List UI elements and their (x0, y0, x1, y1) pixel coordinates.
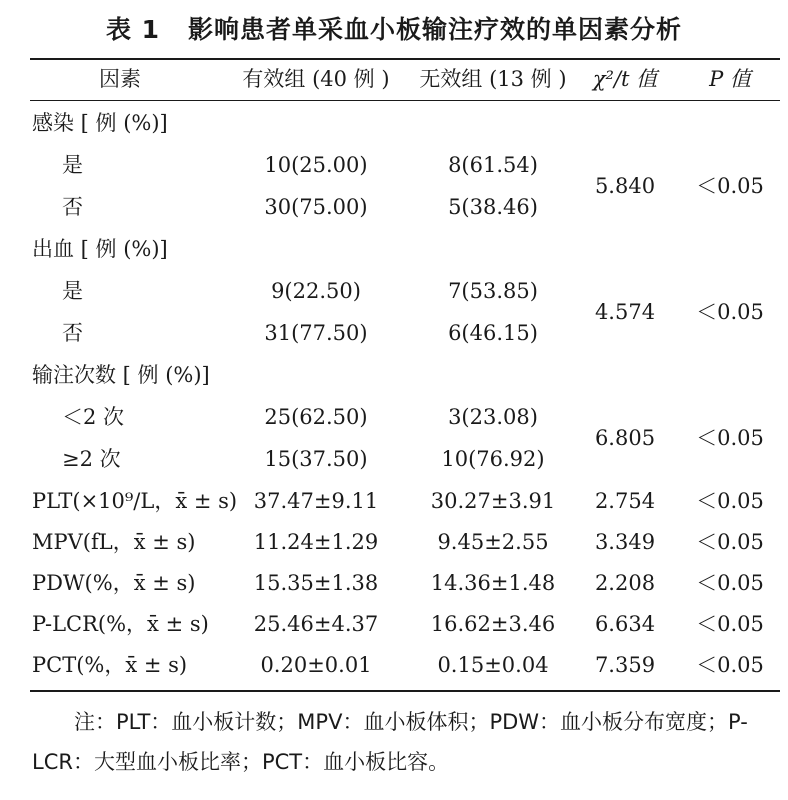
p-value: ＜0.05 (696, 530, 764, 554)
row-label: 否 (62, 321, 83, 345)
p-value: ＜0.05 (696, 174, 764, 198)
effective-value: 37.47±9.11 (253, 489, 379, 513)
effective-value: 30(75.00) (264, 195, 368, 219)
group-label: 出血 [ 例 (%)] (32, 237, 168, 261)
stat-value: 7.359 (594, 653, 656, 677)
stat-value: 2.208 (594, 571, 656, 595)
row-label: ＜2 次 (62, 405, 125, 429)
row-label: ≥2 次 (62, 447, 121, 471)
row-label: 是 (62, 153, 83, 177)
effective-value: 25(62.50) (264, 405, 368, 429)
group-row (0, 228, 788, 270)
table-row (0, 562, 788, 604)
ineffective-value: 10(76.92) (441, 447, 545, 471)
effective-value: 15.35±1.38 (253, 571, 379, 595)
p-value: ＜0.05 (696, 571, 764, 595)
ineffective-value: 9.45±2.55 (437, 530, 549, 554)
ineffective-value: 14.36±1.48 (430, 571, 556, 595)
table-title (0, 10, 788, 46)
effective-value: 15(37.50) (264, 447, 368, 471)
p-value: ＜0.05 (696, 426, 764, 450)
stat-value: 6.634 (594, 612, 656, 636)
row-label: 否 (62, 195, 83, 219)
table-footnote: 注：PLT：血小板计数；MPV：血小板体积；PDW：血小板分布宽度；P-LCR：大型血小板比率；PCT：血小板比容。 (32, 710, 748, 774)
stat-value: 2.754 (594, 489, 656, 513)
effective-value: 11.24±1.29 (253, 530, 379, 554)
row-label: P-LCR(%，x̄ ± s) (32, 612, 209, 636)
table-row (0, 603, 788, 645)
row-label: 是 (62, 279, 83, 303)
bottom-rule (30, 690, 780, 692)
header-factor: 因素 (99, 67, 141, 91)
table-title-text: 影响患者单采血小板输注疗效的单因素分析 (188, 15, 683, 44)
p-value: ＜0.05 (696, 489, 764, 513)
effective-value: 25.46±4.37 (253, 612, 379, 636)
stat-value: 5.840 (594, 174, 656, 198)
group-row (0, 354, 788, 396)
row-label: PDW(%，x̄ ± s) (32, 571, 196, 595)
ineffective-value: 3(23.08) (448, 405, 538, 429)
ineffective-value: 8(61.54) (448, 153, 538, 177)
group-label: 输注次数 [ 例 (%)] (32, 363, 210, 387)
table-row (0, 521, 788, 563)
effective-value: 10(25.00) (264, 153, 368, 177)
group-row (0, 102, 788, 144)
ineffective-value: 30.27±3.91 (430, 489, 556, 513)
header-effective: 有效组 (40 例 ) (242, 67, 390, 91)
effective-value: 31(77.50) (264, 321, 368, 345)
ineffective-value: 7(53.85) (448, 279, 538, 303)
ineffective-value: 5(38.46) (448, 195, 538, 219)
table-row (0, 480, 788, 522)
row-label: MPV(fL，x̄ ± s) (32, 530, 196, 554)
header-row (0, 58, 788, 100)
effective-value: 9(22.50) (271, 279, 361, 303)
table-row (0, 644, 788, 686)
p-value: ＜0.05 (696, 300, 764, 324)
row-label: PCT(%，x̄ ± s) (32, 653, 188, 677)
ineffective-value: 0.15±0.04 (437, 653, 549, 677)
header-rule (30, 100, 780, 101)
stat-value: 6.805 (594, 426, 656, 450)
table-number: 表 1 (105, 15, 161, 44)
group-label: 感染 [ 例 (%)] (32, 111, 168, 135)
row-label: PLT(×10⁹/L，x̄ ± s) (32, 489, 238, 513)
effective-value: 0.20±0.01 (260, 653, 372, 677)
stat-value: 3.349 (594, 530, 656, 554)
header-p: P 值 (709, 67, 751, 91)
header-ineffective: 无效组 (13 例 ) (419, 67, 567, 91)
stat-value: 4.574 (594, 300, 656, 324)
ineffective-value: 16.62±3.46 (430, 612, 556, 636)
p-value: ＜0.05 (696, 612, 764, 636)
ineffective-value: 6(46.15) (448, 321, 538, 345)
header-stat: χ²/t 值 (592, 67, 658, 91)
p-value: ＜0.05 (696, 653, 764, 677)
